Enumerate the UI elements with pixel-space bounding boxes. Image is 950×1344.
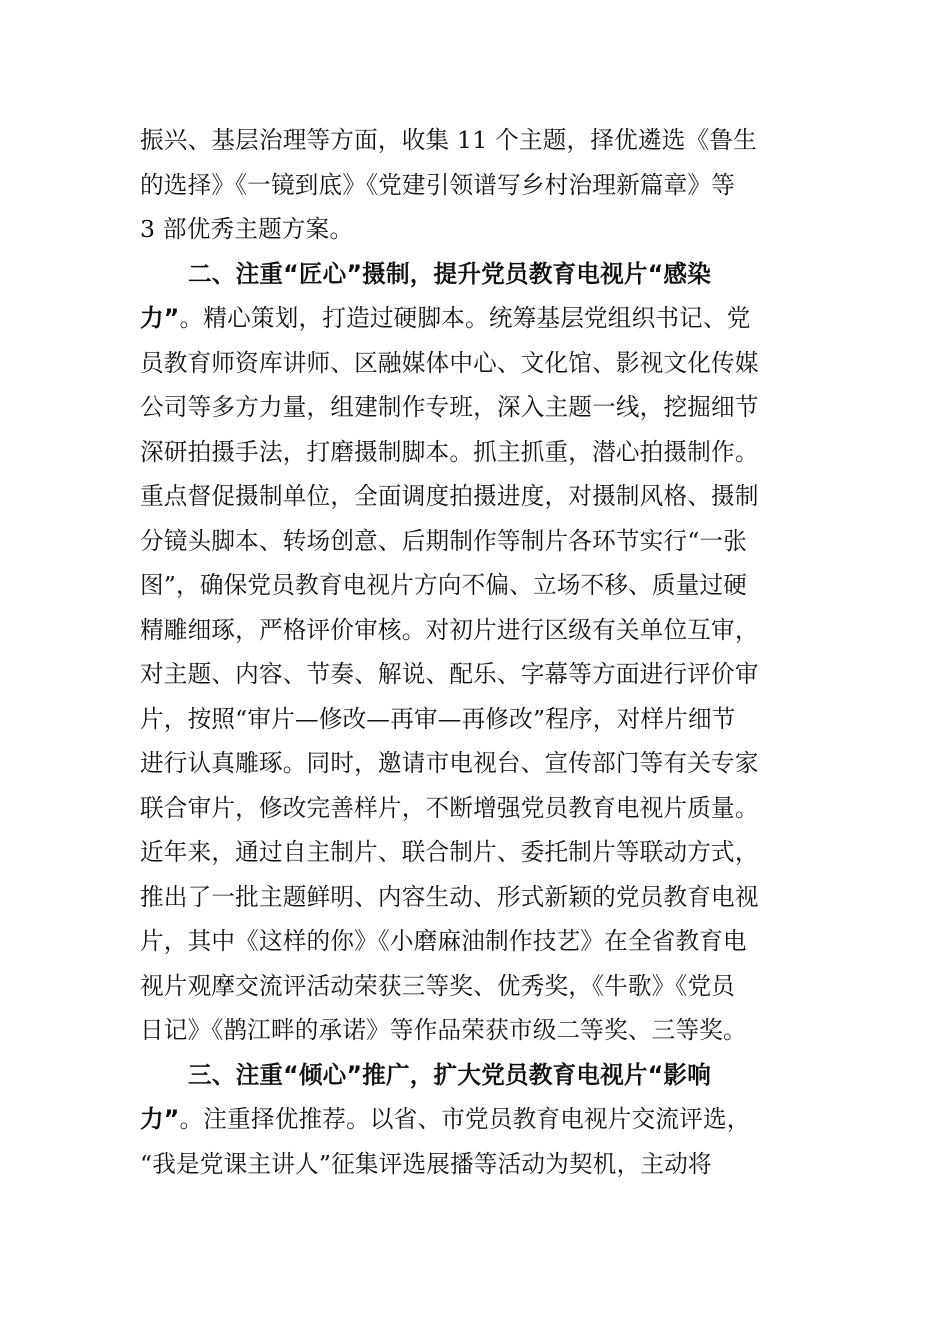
- text-line: 精雕细琢，严格评价审核。对初片进行区级有关单位互审，: [140, 615, 759, 644]
- text-line: 进行认真雕琢。同时，邀请市电视台、宣传部门等有关专家: [140, 749, 759, 777]
- text-line: 重点督促摄制单位，全面调度拍摄进度，对摄制风格、摄制: [140, 482, 759, 510]
- text-line: 公司等多方力量，组建制作专班，深入主题一线，挖掘细节: [140, 393, 759, 421]
- text-line: 员教育师资库讲师、区融媒体中心、文化馆、影视文化传媒: [140, 348, 759, 377]
- text-line: 图”，确保党员教育电视片方向不偏、立场不移、质量过硬: [140, 571, 748, 599]
- section-heading-tail: 力”: [140, 1105, 180, 1133]
- text-line: 分镜头脚本、转场创意、后期制作等制片各环节实行“一张: [140, 526, 748, 555]
- section-heading: 三、注重“倾心”推广，扩大党员教育电视片“影响: [188, 1060, 711, 1089]
- text-span: 。精心策划，打造过硬脚本。统筹基层党组织书记、党: [179, 304, 751, 332]
- text-line: [140, 1097, 810, 1142]
- text-line: [140, 296, 810, 341]
- text-line: 日记》《鹊江畔的承诺》等作品荣获市级二等奖、三等奖。: [140, 1016, 747, 1044]
- text-line: “我是党课主讲人”征集评选展播等活动为契机，主动将: [140, 1149, 712, 1178]
- text-line: 联合审片，修改完善样片，不断增强党员教育电视片质量。: [140, 793, 759, 822]
- text-line: 近年来，通过自主制片、联合制片、委托制片等联动方式，: [140, 838, 759, 866]
- document-page: [140, 118, 810, 1186]
- text-line: 片，按照“审片—修改—再审—再修改”程序，对样片细节: [140, 704, 736, 733]
- text-line: 推出了一批主题鲜明、内容生动、形式新颖的党员教育电视: [140, 882, 759, 911]
- text-line: 片，其中《这样的你》《小磨麻油制作技艺》在全省教育电: [140, 927, 747, 955]
- text-line: 视片观摩交流评活动荣获三等奖、优秀奖，《牛歌》《党员: [140, 971, 736, 1000]
- text-line: 深研拍摄手法，打磨摄制脚本。抓主抓重，潜心拍摄制作。: [140, 437, 759, 466]
- section-heading-tail: 力”: [140, 304, 180, 332]
- section-heading: 二、注重“匠心”摄制，提升党员教育电视片“感染: [188, 259, 711, 288]
- text-line: 对主题、内容、节奏、解说、配乐、字幕等方面进行评价审: [140, 660, 759, 688]
- text-line: 3 部优秀主题方案。: [140, 215, 354, 243]
- text-line: 振兴、基层治理等方面，收集 11 个主题，择优遴选《鲁生: [140, 126, 757, 154]
- text-line: 的选择》《一镜到底》《党建引领谱写乡村治理新篇章》等: [140, 170, 736, 199]
- text-span: 。注重择优推荐。以省、市党员教育电视片交流评选，: [179, 1105, 751, 1133]
